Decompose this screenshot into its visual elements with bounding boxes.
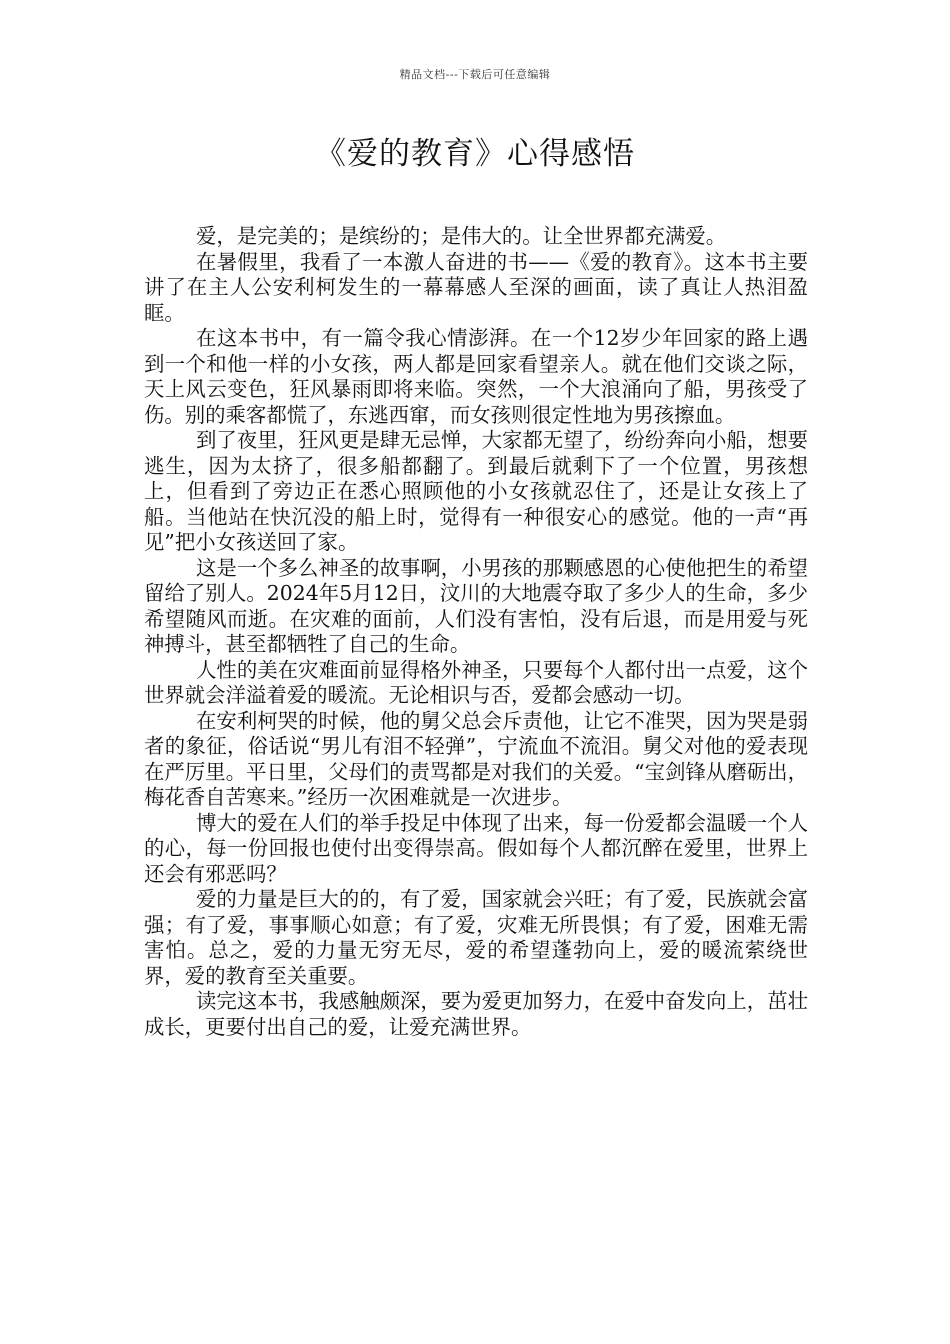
paragraph: 博大的爱在人们的举手投足中体现了出来，每一份爱都会温暖一个人的心，每一份回报也使付出变得崇高。假如每个人都沉醉在爱里，世界上还会有邪恶吗？ <box>144 810 808 886</box>
paragraph: 在暑假里，我看了一本激人奋进的书——《爱的教育》。这本书主要讲了在主人公安利柯发生的一幕幕感人至深的画面，读了真让人热泪盈眶。 <box>144 249 808 325</box>
document-body <box>144 224 808 1040</box>
paragraph: 在安利柯哭的时候，他的舅父总会斥责他，让它不准哭，因为哭是弱者的象征，俗话说“男儿有泪不轻弹”，宁流血不流泪。舅父对他的爱表现在严厉里。平日里，父母们的责骂都是对我们的关爱。“宝剑锋从磨砺出，梅花香自苦寒来。”经历一次困难就是一次进步。 <box>144 708 808 809</box>
paragraph: 读完这本书，我感触颇深，要为爱更加努力，在爱中奋发向上，茁壮成长，更要付出自己的爱，让爱充满世界。 <box>144 989 808 1039</box>
paragraph: 到了夜里，狂风更是肆无忌惮，大家都无望了，纷纷奔向小船，想要逃生，因为太挤了，很多船都翻了。到最后就剩下了一个位置，男孩想上，但看到了旁边正在悉心照顾他的小女孩就忍住了，还是让女孩上了船。当他站在快沉没的船上时，觉得有一种很安心的感觉。他的一声“再见”把小女孩送回了家。 <box>144 428 808 554</box>
paragraph: 人性的美在灾难面前显得格外神圣，只要每个人都付出一点爱，这个世界就会洋溢着爱的暖流。无论相识与否，爱都会感动一切。 <box>144 657 808 707</box>
paragraph: 在这本书中，有一篇令我心情澎湃。在一个12岁少年回家的路上遇到一个和他一样的小女孩，两人都是回家看望亲人。就在他们交谈之际，天上风云变色，狂风暴雨即将来临。突然，一个大浪涌向了船，男孩受了伤。别的乘客都慌了，东逃西窜，而女孩则很定性地为男孩擦血。 <box>144 326 808 427</box>
paragraph: 这是一个多么神圣的故事啊，小男孩的那颗感恩的心使他把生的希望留给了别人。2024年5月12日，汶川的大地震夺取了多少人的生命，多少希望随风而逝。在灾难的面前，人们没有害怕，没有后退，而是用爱与死神搏斗，甚至都牺牲了自己的生命。 <box>144 555 808 656</box>
document-title: 《爱的教育》心得感悟 <box>315 136 635 172</box>
paragraph: 爱的力量是巨大的的，有了爱，国家就会兴旺；有了爱，民族就会富强；有了爱，事事顺心如意；有了爱，灾难无所畏惧；有了爱，困难无需害怕。总之，爱的力量无穷无尽，爱的希望蓬勃向上，爱的暖流萦绕世界，爱的教育至关重要。 <box>144 887 808 988</box>
paragraph: 爱，是完美的；是缤纷的；是伟大的。让全世界都充满爱。 <box>196 224 727 248</box>
header-note: 精品文档---下载后可任意编辑 <box>399 68 551 81</box>
